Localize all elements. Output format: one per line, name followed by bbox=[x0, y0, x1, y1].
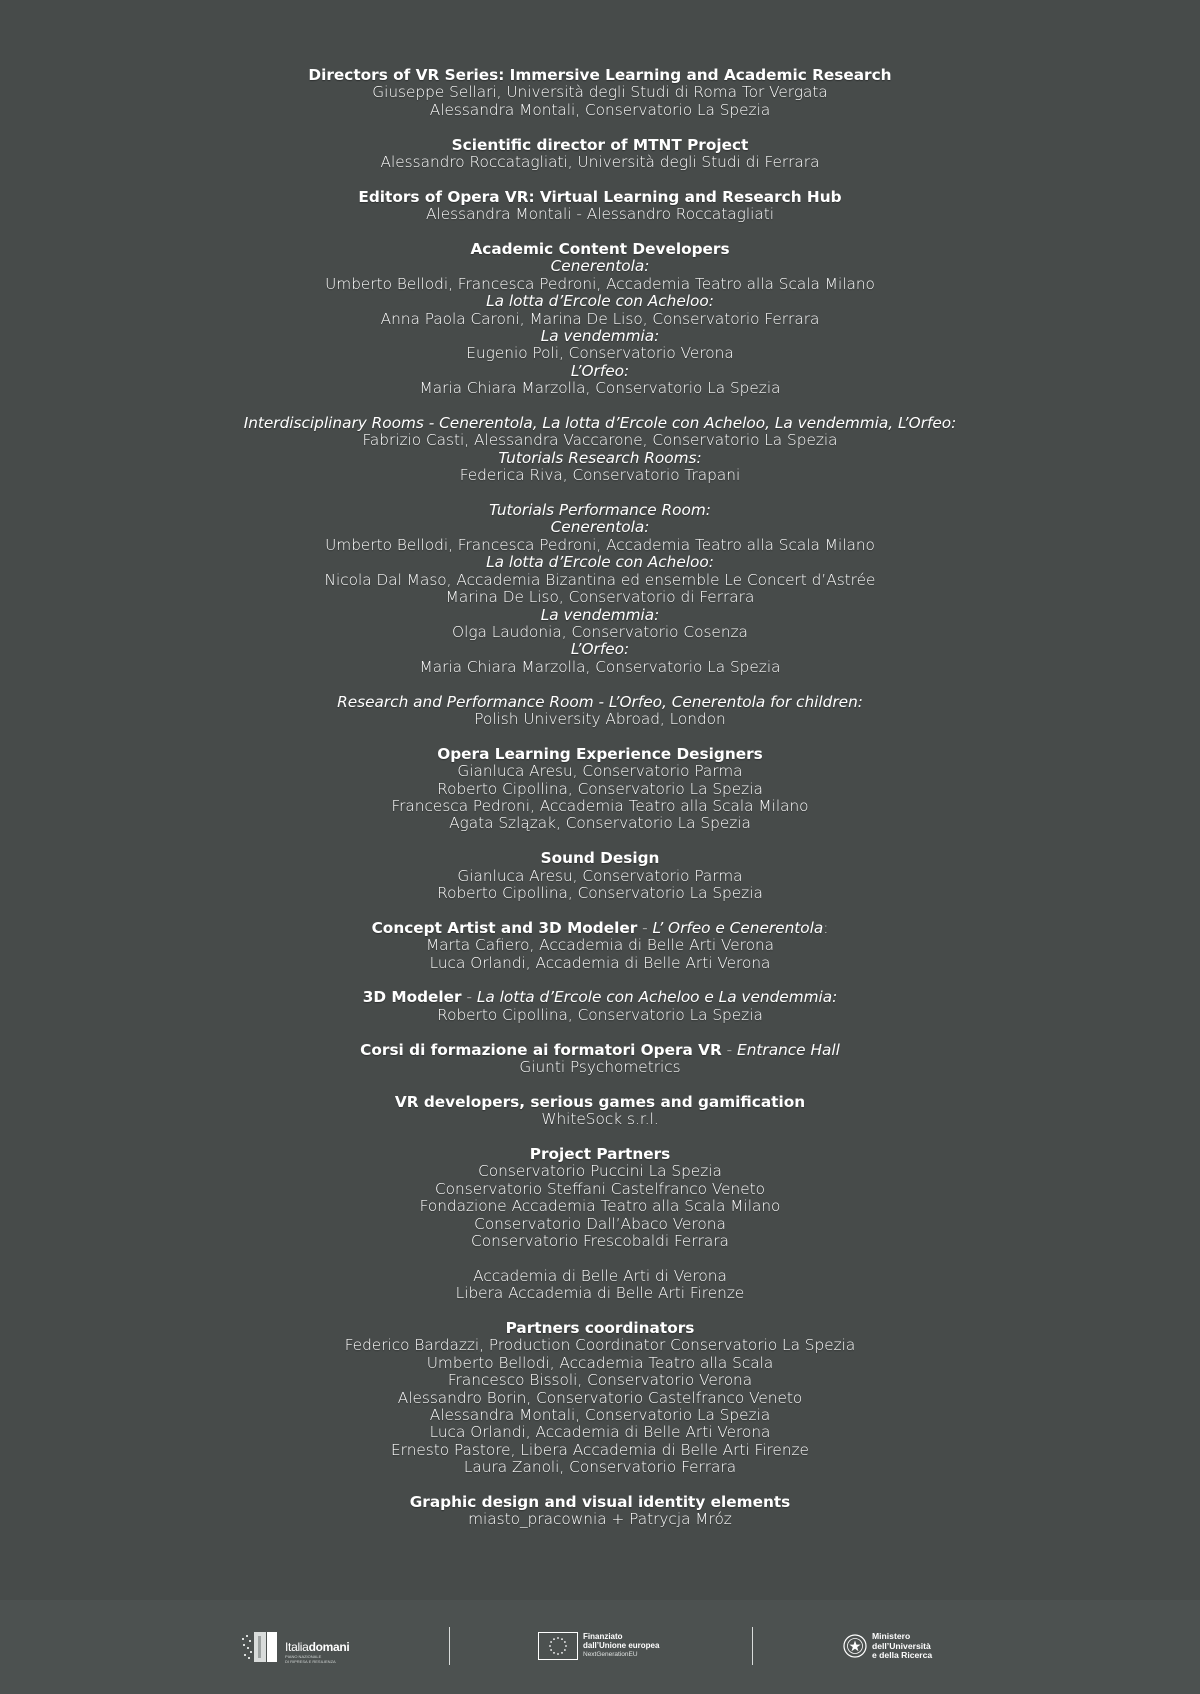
section-spacer bbox=[0, 902, 1200, 919]
credit-heading: Project Partners bbox=[529, 1144, 671, 1163]
footer-separator bbox=[449, 1627, 450, 1665]
credit-heading bbox=[0, 989, 1200, 1006]
credit-entry: Marina De Liso, Conservatorio di Ferrara bbox=[445, 588, 755, 607]
italia-domani-subtitle: PIANO NAZIONALE DI RIPRESA E RESILIENZA bbox=[285, 1654, 336, 1664]
footer-logos bbox=[0, 1600, 1200, 1694]
credit-entry: Conservatorio Frescobaldi Ferrara bbox=[471, 1232, 729, 1251]
section-spacer bbox=[0, 1477, 1200, 1494]
credit-entry: Nicola Dal Maso, Accademia Bizantina ed ensemble Le Concert d’Astrée bbox=[324, 570, 876, 589]
section-spacer bbox=[0, 1303, 1200, 1320]
section-spacer bbox=[0, 833, 1200, 850]
eu-line-2: dall’Unione europea bbox=[583, 1641, 660, 1650]
footer-separator bbox=[752, 1627, 753, 1665]
credit-entry: Maria Chiara Marzolla, Conservatorio La Spezia bbox=[419, 379, 781, 398]
credit-entry: WhiteSock s.r.l. bbox=[541, 1110, 659, 1129]
credit-heading-work: Entrance Hall bbox=[737, 1040, 840, 1059]
credit-entry: miasto_pracownia + Patrycja Mróz bbox=[468, 1510, 732, 1529]
credit-entry: Federica Riva, Conservatorio Trapani bbox=[459, 466, 741, 485]
credit-entry: Agata Szlązak, Conservatorio La Spezia bbox=[449, 814, 751, 833]
credit-heading: VR developers, serious games and gamification bbox=[394, 1092, 806, 1111]
ministry-line-2: dell’Università bbox=[872, 1640, 931, 1651]
credit-work-title: Cenerentola: bbox=[550, 518, 650, 537]
credit-heading: Academic Content Developers bbox=[470, 240, 730, 259]
credit-heading: Editors of Opera VR: Virtual Learning and Research Hub bbox=[358, 187, 842, 206]
credit-entry: Gianluca Aresu, Conservatorio Parma bbox=[457, 866, 743, 885]
section-spacer bbox=[0, 1024, 1200, 1041]
credit-entry: Fabrizio Casti, Alessandra Vaccarone, Conservatorio La Spezia bbox=[362, 431, 838, 450]
credit-heading-dash: - bbox=[637, 918, 653, 937]
credit-work-title: La vendemmia: bbox=[540, 605, 660, 624]
credit-entry: Eugenio Poli, Conservatorio Verona bbox=[466, 344, 734, 363]
credit-heading: Sound Design bbox=[540, 849, 660, 868]
section-spacer bbox=[0, 171, 1200, 188]
credit-entry: Roberto Cipollina, Conservatorio La Spezia bbox=[437, 779, 763, 798]
credit-entry: Maria Chiara Marzolla, Conservatorio La Spezia bbox=[419, 657, 781, 676]
section-spacer bbox=[0, 485, 1200, 502]
credit-entry: Umberto Bellodi, Francesca Pedroni, Accademia Teatro alla Scala Milano bbox=[325, 535, 875, 554]
credit-entry: Conservatorio Steffani Castelfranco Veneto bbox=[435, 1179, 765, 1198]
credit-work-title: La vendemmia: bbox=[540, 327, 660, 346]
section-spacer bbox=[0, 1129, 1200, 1146]
credit-entry: Alessandro Roccatagliati, Università degli Studi di Ferrara bbox=[380, 153, 820, 172]
credit-entry: Roberto Cipollina, Conservatorio La Spezia bbox=[437, 1005, 763, 1024]
credit-entry: Luca Orlandi, Accademia di Belle Arti Verona bbox=[429, 1423, 771, 1442]
section-spacer bbox=[0, 676, 1200, 693]
credit-heading bbox=[0, 1042, 1200, 1059]
credit-entry: Conservatorio Dall’Abaco Verona bbox=[474, 1214, 726, 1233]
credit-heading-dash: - bbox=[721, 1040, 738, 1059]
credit-entry: Giunti Psychometrics bbox=[519, 1057, 681, 1076]
credit-entry: Marta Cafiero, Accademia di Belle Arti Verona bbox=[425, 936, 775, 955]
credit-heading-colon: : bbox=[823, 918, 829, 937]
credit-heading bbox=[0, 920, 1200, 937]
credit-entry: Fondazione Accademia Teatro alla Scala Milano bbox=[419, 1197, 781, 1216]
credit-heading-bold: Corsi di formazione ai formatori Opera VR bbox=[360, 1040, 722, 1059]
italian-republic-emblem-icon bbox=[842, 1632, 868, 1660]
credit-entry: Federico Bardazzi, Production Coordinator Conservatorio La Spezia bbox=[344, 1336, 856, 1355]
ministry-logo bbox=[842, 1630, 962, 1664]
credit-entry: Anna Paola Caroni, Marina De Liso, Conservatorio Ferrara bbox=[380, 309, 820, 328]
section-spacer bbox=[0, 728, 1200, 745]
credit-entry: Olga Laudonia, Conservatorio Cosenza bbox=[452, 622, 748, 641]
credit-entry: Roberto Cipollina, Conservatorio La Spezia bbox=[437, 883, 763, 902]
credit-heading: Opera Learning Experience Designers bbox=[437, 744, 763, 763]
credits-list bbox=[0, 67, 1200, 1529]
credit-heading: Partners coordinators bbox=[505, 1319, 695, 1338]
section-spacer bbox=[0, 398, 1200, 415]
credit-entry: Umberto Bellodi, Francesca Pedroni, Accademia Teatro alla Scala Milano bbox=[325, 274, 875, 293]
italia-domani-wordmark: Italiadomani bbox=[285, 1640, 350, 1654]
eu-funding-logo bbox=[538, 1629, 678, 1663]
credit-entry: Alessandra Montali, Conservatorio La Spezia bbox=[429, 1406, 771, 1425]
section-spacer bbox=[0, 972, 1200, 989]
credit-entry: Gianluca Aresu, Conservatorio Parma bbox=[457, 762, 743, 781]
credit-work-title: La lotta d’Ercole con Acheloo: bbox=[486, 292, 714, 311]
credit-entry: Accademia di Belle Arti di Verona bbox=[473, 1266, 727, 1285]
credit-entry: Francesco Bissoli, Conservatorio Verona bbox=[447, 1371, 753, 1390]
credit-heading-bold: Concept Artist and 3D Modeler bbox=[371, 918, 638, 937]
section-spacer bbox=[0, 224, 1200, 241]
credit-heading: Scientific director of MTNT Project bbox=[451, 135, 749, 154]
credit-entry: Libera Accademia di Belle Arti Firenze bbox=[455, 1284, 745, 1303]
credit-entry: Polish University Abroad, London bbox=[474, 709, 726, 728]
credit-heading-bold: 3D Modeler bbox=[362, 988, 462, 1007]
eu-flag-icon bbox=[538, 1632, 578, 1660]
credit-work-title: L’Orfeo: bbox=[570, 361, 630, 380]
credit-work-title: Research and Performance Room - L’Orfeo, Cenerentola for children: bbox=[337, 692, 863, 711]
section-spacer bbox=[0, 119, 1200, 136]
credit-heading: Directors of VR Series: Immersive Learning and Academic Research bbox=[308, 66, 892, 84]
credit-entry: Francesca Pedroni, Accademia Teatro alla Scala Milano bbox=[391, 796, 809, 815]
credit-entry: Umberto Bellodi, Accademia Teatro alla Scala bbox=[426, 1353, 774, 1372]
eu-line-3: NextGenerationEU bbox=[583, 1651, 638, 1658]
credit-heading-work: La lotta d’Ercole con Acheloo e La vendemmia: bbox=[476, 988, 838, 1007]
credit-work-title: Tutorials Research Rooms: bbox=[498, 448, 702, 467]
credit-work-title: Cenerentola: bbox=[550, 257, 650, 276]
credit-entry: Alessandro Borin, Conservatorio Castelfranco Veneto bbox=[397, 1388, 803, 1407]
section-spacer bbox=[0, 1076, 1200, 1093]
credit-work-title: Interdisciplinary Rooms - Cenerentola, La lotta d’Ercole con Acheloo, La vendemmia, L’Orfeo: bbox=[243, 414, 957, 433]
credit-entry: Giuseppe Sellari, Università degli Studi di Roma Tor Vergata bbox=[372, 83, 828, 102]
eu-line-1: Finanziato bbox=[583, 1632, 623, 1641]
ministry-line-1: Ministero bbox=[872, 1631, 911, 1641]
credit-work-title: L’Orfeo: bbox=[570, 640, 630, 659]
ministry-line-3: e della Ricerca bbox=[872, 1650, 933, 1661]
credit-heading-work: L’ Orfeo e Cenerentola bbox=[652, 918, 824, 937]
credit-work-title: Tutorials Performance Room: bbox=[489, 501, 711, 520]
italia-domani-logo bbox=[240, 1630, 370, 1664]
credit-entry: Alessandra Montali - Alessandro Roccatagliati bbox=[426, 205, 774, 224]
italia-domani-mark-icon bbox=[240, 1630, 280, 1664]
credit-entry: Laura Zanoli, Conservatorio Ferrara bbox=[463, 1458, 737, 1477]
credit-heading: Graphic design and visual identity elements bbox=[409, 1493, 791, 1512]
credit-entry: Ernesto Pastore, Libera Accademia di Belle Arti Firenze bbox=[391, 1440, 809, 1459]
section-spacer bbox=[0, 1250, 1200, 1267]
credit-entry: Conservatorio Puccini La Spezia bbox=[478, 1162, 722, 1181]
credit-heading-dash: - bbox=[461, 988, 477, 1007]
credit-work-title: La lotta d’Ercole con Acheloo: bbox=[486, 553, 714, 572]
credit-entry: Alessandra Montali, Conservatorio La Spezia bbox=[429, 100, 771, 119]
credit-entry: Luca Orlandi, Accademia di Belle Arti Verona bbox=[429, 953, 771, 972]
